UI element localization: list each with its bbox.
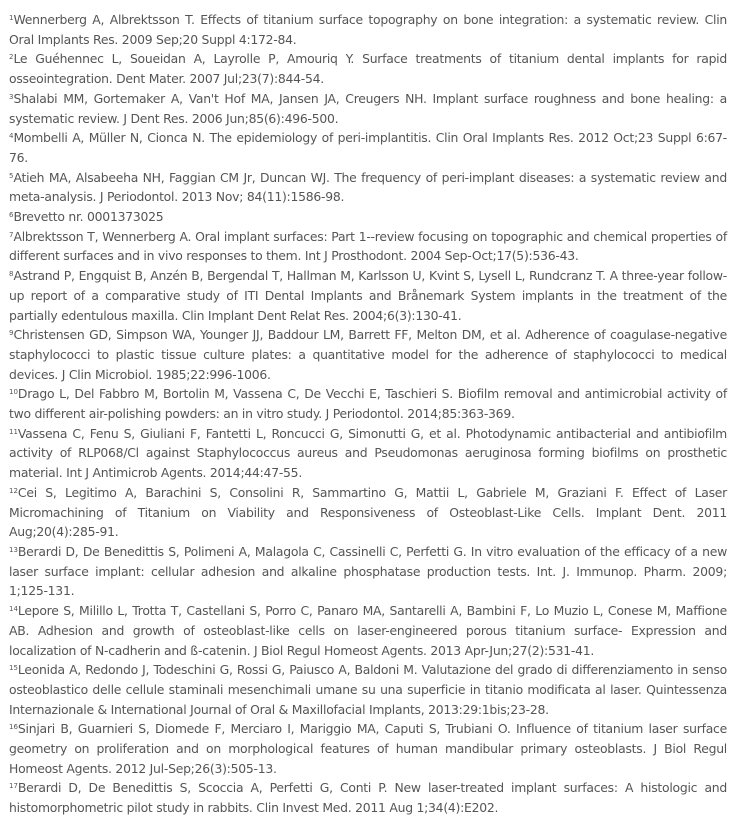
reference-text: Wennerberg A, Albrektsson T. Effects of titanium surface topography on bone integration: a systematic review. Clin Oral Implants Res. 2009 Sep;20 Suppl 4:172-84. bbox=[9, 12, 727, 47]
reference-text: Brevetto nr. 0001373025 bbox=[13, 209, 164, 225]
reference-list bbox=[9, 10, 727, 818]
reference-item bbox=[9, 778, 727, 817]
reference-number: 15 bbox=[9, 664, 18, 673]
reference-number: 4 bbox=[9, 132, 14, 141]
reference-number: 16 bbox=[9, 723, 18, 732]
reference-text: Astrand P, Engquist B, Anzén B, Bergendal T, Hallman M, Karlsson U, Kvint S, Lysell L, Rundcranz T. A three-year follow-up report of a comparative study of ITI Dental Implants and Brånemark System implants in the treatment of the partially edentulous maxilla. Clin Implant Dent Relat Res. 2004;6(3):130-41. bbox=[9, 268, 727, 323]
reference-text: Christensen GD, Simpson WA, Younger JJ, Baddour LM, Barrett FF, Melton DM, et al. Adherence of coagulase-negative staphylococci to plastic tissue culture plates: a quantitative model for the adherence of staphylococci to medical devices. J Clin Microbiol. 1985;22:996-1006. bbox=[9, 327, 727, 382]
reference-item bbox=[9, 227, 727, 266]
reference-number: 5 bbox=[9, 171, 14, 180]
reference-number: 17 bbox=[9, 782, 18, 791]
reference-item bbox=[9, 601, 727, 660]
reference-item bbox=[9, 325, 727, 384]
reference-item bbox=[9, 384, 727, 423]
reference-number: 10 bbox=[9, 388, 18, 397]
reference-item bbox=[9, 207, 727, 227]
reference-item bbox=[9, 424, 727, 483]
reference-item bbox=[9, 660, 727, 719]
reference-item bbox=[9, 10, 727, 49]
reference-text: Sinjari B, Guarnieri S, Diomede F, Merciaro I, Mariggio MA, Caputi S, Trubiani O. Influence of titanium laser surface geometry on proliferation and on morphological features of human mandibular primary osteoblasts. J Biol Regul Homeost Agents. 2012 Jul-Sep;26(3):505-13. bbox=[9, 721, 727, 776]
reference-number: 11 bbox=[9, 427, 18, 436]
reference-number: 3 bbox=[9, 92, 14, 101]
reference-item bbox=[9, 542, 727, 601]
reference-text: Drago L, Del Fabbro M, Bortolin M, Vassena C, De Vecchi E, Taschieri S. Biofilm removal and antimicrobial activity of two different air-polishing powders: an in vitro study. J Periodontol. 2014;85:363-369. bbox=[9, 386, 727, 422]
reference-number: 8 bbox=[9, 270, 14, 279]
reference-item bbox=[9, 128, 727, 167]
reference-item bbox=[9, 89, 727, 128]
reference-number: 2 bbox=[9, 53, 14, 62]
reference-item bbox=[9, 266, 727, 325]
reference-text: Berardi D, De Benedittis S, Scoccia A, Perfetti G, Conti P. New laser-treated implant surfaces: A histologic and histomorphometric pilot study in rabbits. Clin Invest Med. 2011 Aug 1;34(4):E202. bbox=[9, 780, 727, 816]
reference-number: 14 bbox=[9, 605, 18, 614]
reference-number: 6 bbox=[9, 211, 14, 220]
reference-text: Berardi D, De Benedittis S, Polimeni A, Malagola C, Cassinelli C, Perfetti G. In vitro evaluation of the efficacy of a new laser surface implant: cellular adhesion and alkaline phosphatase production tests. Int. J. Immunop. Pharm. 2009; 1;125-131. bbox=[9, 543, 727, 599]
reference-text: Atieh MA, Alsabeeha NH, Faggian CM Jr, Duncan WJ. The frequency of peri-implant diseases: a systematic review and meta-analysis. J Periodontol. 2013 Nov; 84(11):1586-98. bbox=[9, 169, 727, 205]
reference-item bbox=[9, 719, 727, 778]
reference-number: 7 bbox=[9, 230, 14, 239]
reference-text: Leonida A, Redondo J, Todeschini G, Rossi G, Paiusco A, Baldoni M. Valutazione del grado di differenziamento in senso osteoblastico delle cellule staminali mesenchimali umane su una superficie in titanio modificata al laser. Quintessenza Internazionale & International Journal of Oral & Maxillofacial Implants, 2013:29:1bis;23-28. bbox=[9, 662, 727, 717]
reference-number: 9 bbox=[9, 329, 14, 338]
reference-text: Albrektsson T, Wennerberg A. Oral implant surfaces: Part 1--review focusing on topographic and chemical properties of different surfaces and in vivo responses to them. Int J Prosthodont. 2004 Sep-Oct;17(5):536-43. bbox=[9, 228, 727, 264]
reference-item bbox=[9, 49, 727, 88]
reference-text: Lepore S, Milillo L, Trotta T, Castellani S, Porro C, Panaro MA, Santarelli A, Bambini F, Lo Muzio L, Conese M, Maffione AB. Adhesion and growth of osteoblast-like cells on laser-engineered porous titanium surface- Expression and localization of N-cadherin and ß-catenin. J Biol Regul Homeost Agents. 2013 Apr-Jun;27(2):531-41. bbox=[9, 603, 727, 658]
reference-text: Shalabi MM, Gortemaker A, Van't Hof MA, Jansen JA, Creugers NH. Implant surface roughness and bone healing: a systematic review. J Dent Res. 2006 Jun;85(6):496-500. bbox=[9, 90, 727, 126]
reference-number: 13 bbox=[9, 545, 18, 554]
reference-text: Le Guéhennec L, Soueidan A, Layrolle P, Amouriq Y. Surface treatments of titanium dental implants for rapid osseointegration. Dent Mater. 2007 Jul;23(7):844-54. bbox=[9, 51, 727, 87]
reference-number: 1 bbox=[9, 14, 14, 22]
reference-item bbox=[9, 168, 727, 207]
reference-number: 12 bbox=[9, 486, 18, 495]
reference-text: Cei S, Legitimo A, Barachini S, Consolini R, Sammartino G, Mattii L, Gabriele M, Graziani F. Effect of Laser Micromachining of Titanium on Viability and Responsiveness of Osteoblast-Like Cells. Implant Dent. 2011 Aug;20(4):285-91. bbox=[9, 484, 727, 540]
reference-text: Mombelli A, Müller N, Cionca N. The epidemiology of peri-implantitis. Clin Oral Implants Res. 2012 Oct;23 Suppl 6:67-76. bbox=[9, 130, 727, 165]
reference-text: Vassena C, Fenu S, Giuliani F, Fantetti L, Roncucci G, Simonutti G, et al. Photodynamic antibacterial and antibiofilm activity of RLP068/Cl against Staphylococcus aureus and Pseudomonas aeruginosa forming biofilms on prosthetic material. Int J Antimicrob Agents. 2014;44:47-55. bbox=[9, 425, 727, 481]
reference-item bbox=[9, 483, 727, 542]
